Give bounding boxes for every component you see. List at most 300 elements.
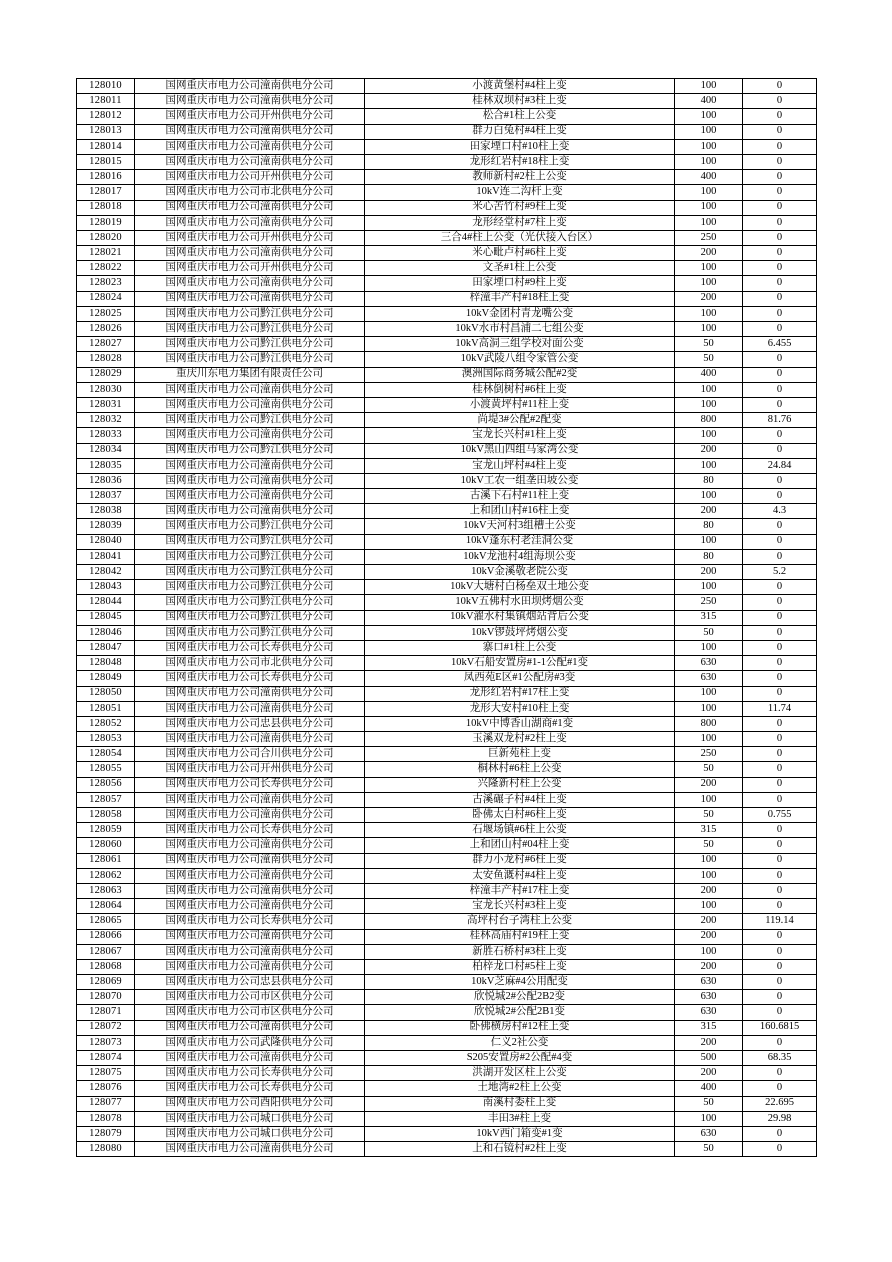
table-row [77, 777, 817, 792]
cell-id: 128057 [77, 792, 135, 807]
cell-name: 巨新苑柱上变 [365, 747, 675, 762]
cell-value: 0 [743, 397, 817, 412]
cell-name: 仁义2社公变 [365, 1035, 675, 1050]
cell-value: 11.74 [743, 701, 817, 716]
cell-value: 0 [743, 595, 817, 610]
cell-org: 国网重庆市电力公司城口供电分公司 [135, 1126, 365, 1141]
cell-capacity: 630 [675, 975, 743, 990]
cell-value: 0 [743, 975, 817, 990]
cell-org: 国网重庆市电力公司长寿供电分公司 [135, 823, 365, 838]
cell-name: 龙形红岩村#18柱上变 [365, 154, 675, 169]
cell-id: 128043 [77, 580, 135, 595]
cell-org: 国网重庆市电力公司合川供电分公司 [135, 747, 365, 762]
cell-name: 10kV五佛村水田坝烤烟公变 [365, 595, 675, 610]
cell-name: 上和团山村#16柱上变 [365, 504, 675, 519]
cell-id: 128031 [77, 397, 135, 412]
table-row [77, 185, 817, 200]
cell-value: 29.98 [743, 1111, 817, 1126]
cell-value: 0 [743, 549, 817, 564]
cell-name: 10kV金溪敬老院公变 [365, 565, 675, 580]
cell-value: 0 [743, 610, 817, 625]
cell-capacity: 100 [675, 1111, 743, 1126]
cell-org: 国网重庆市电力公司黔江供电分公司 [135, 322, 365, 337]
cell-value: 119.14 [743, 914, 817, 929]
cell-id: 128011 [77, 94, 135, 109]
cell-org: 国网重庆市电力公司黔江供电分公司 [135, 580, 365, 595]
cell-value: 0 [743, 853, 817, 868]
cell-name: 古溪碾子村#4柱上变 [365, 792, 675, 807]
table-row [77, 458, 817, 473]
table-row [77, 595, 817, 610]
cell-capacity: 200 [675, 959, 743, 974]
cell-value: 0 [743, 580, 817, 595]
cell-capacity: 400 [675, 1081, 743, 1096]
table-row [77, 94, 817, 109]
table-row [77, 534, 817, 549]
cell-org: 国网重庆市电力公司潼南供电分公司 [135, 883, 365, 898]
cell-capacity: 100 [675, 261, 743, 276]
cell-value: 0 [743, 990, 817, 1005]
table-row [77, 762, 817, 777]
cell-id: 128044 [77, 595, 135, 610]
cell-capacity: 250 [675, 747, 743, 762]
cell-capacity: 100 [675, 139, 743, 154]
table-row [77, 883, 817, 898]
cell-value: 160.6815 [743, 1020, 817, 1035]
cell-org: 国网重庆市电力公司市北供电分公司 [135, 656, 365, 671]
cell-org: 国网重庆市电力公司潼南供电分公司 [135, 686, 365, 701]
cell-id: 128021 [77, 246, 135, 261]
cell-id: 128064 [77, 899, 135, 914]
cell-name: 10kV天河村3组槽土公变 [365, 519, 675, 534]
cell-name: 桂林高庙村#19柱上变 [365, 929, 675, 944]
cell-capacity: 50 [675, 838, 743, 853]
cell-id: 128018 [77, 200, 135, 215]
cell-id: 128063 [77, 883, 135, 898]
cell-org: 国网重庆市电力公司潼南供电分公司 [135, 428, 365, 443]
cell-capacity: 100 [675, 853, 743, 868]
table-row [77, 261, 817, 276]
cell-id: 128040 [77, 534, 135, 549]
cell-org: 国网重庆市电力公司长寿供电分公司 [135, 777, 365, 792]
cell-org: 国网重庆市电力公司潼南供电分公司 [135, 701, 365, 716]
cell-name: 上和团山村#04柱上变 [365, 838, 675, 853]
table-row [77, 1035, 817, 1050]
cell-capacity: 200 [675, 565, 743, 580]
table-row [77, 580, 817, 595]
cell-org: 国网重庆市电力公司黔江供电分公司 [135, 595, 365, 610]
table-row [77, 1051, 817, 1066]
cell-value: 0 [743, 291, 817, 306]
cell-capacity: 100 [675, 792, 743, 807]
cell-capacity: 50 [675, 808, 743, 823]
table-row [77, 1142, 817, 1157]
cell-org: 国网重庆市电力公司潼南供电分公司 [135, 215, 365, 230]
table-row [77, 215, 817, 230]
cell-org: 国网重庆市电力公司黔江供电分公司 [135, 443, 365, 458]
cell-name: 10kV高洞三组学校对面公变 [365, 337, 675, 352]
cell-id: 128046 [77, 625, 135, 640]
table-row [77, 1096, 817, 1111]
cell-name: 10kV中博香山湖商#1变 [365, 716, 675, 731]
cell-name: 10kV蓬东村老洼洞公变 [365, 534, 675, 549]
cell-value: 0 [743, 352, 817, 367]
table-row [77, 473, 817, 488]
cell-name: 教师新村#2柱上公变 [365, 170, 675, 185]
cell-value: 0 [743, 154, 817, 169]
cell-value: 0 [743, 625, 817, 640]
cell-org: 国网重庆市电力公司开州供电分公司 [135, 230, 365, 245]
table-row [77, 306, 817, 321]
cell-name: 10kV濯水村集镇烟站背后公变 [365, 610, 675, 625]
cell-value: 0 [743, 929, 817, 944]
cell-value: 0 [743, 124, 817, 139]
table-row [77, 716, 817, 731]
cell-capacity: 100 [675, 215, 743, 230]
cell-value: 0 [743, 762, 817, 777]
cell-org: 国网重庆市电力公司开州供电分公司 [135, 109, 365, 124]
cell-name: 三合4#柱上公变（光伏接入台区） [365, 230, 675, 245]
cell-capacity: 100 [675, 322, 743, 337]
cell-value: 0 [743, 1066, 817, 1081]
cell-org: 国网重庆市电力公司潼南供电分公司 [135, 1020, 365, 1035]
cell-org: 国网重庆市电力公司潼南供电分公司 [135, 1051, 365, 1066]
cell-capacity: 100 [675, 640, 743, 655]
cell-org: 国网重庆市电力公司潼南供电分公司 [135, 154, 365, 169]
cell-org: 国网重庆市电力公司黔江供电分公司 [135, 625, 365, 640]
cell-id: 128050 [77, 686, 135, 701]
cell-name: 太安鱼溉村#4柱上变 [365, 868, 675, 883]
cell-org: 国网重庆市电力公司潼南供电分公司 [135, 291, 365, 306]
cell-name: 宝龙长兴村#3柱上变 [365, 899, 675, 914]
cell-id: 128017 [77, 185, 135, 200]
cell-id: 128025 [77, 306, 135, 321]
cell-id: 128059 [77, 823, 135, 838]
cell-value: 0 [743, 1126, 817, 1141]
cell-id: 128037 [77, 489, 135, 504]
table-row [77, 656, 817, 671]
cell-value: 4.3 [743, 504, 817, 519]
table-row [77, 868, 817, 883]
cell-value: 0 [743, 94, 817, 109]
cell-org: 国网重庆市电力公司开州供电分公司 [135, 170, 365, 185]
table-row [77, 975, 817, 990]
cell-value: 0 [743, 899, 817, 914]
cell-id: 128052 [77, 716, 135, 731]
cell-org: 国网重庆市电力公司城口供电分公司 [135, 1111, 365, 1126]
cell-name: 新胜石桥村#3柱上变 [365, 944, 675, 959]
table-row [77, 823, 817, 838]
table-row [77, 504, 817, 519]
cell-value: 0 [743, 868, 817, 883]
cell-id: 128034 [77, 443, 135, 458]
cell-id: 128042 [77, 565, 135, 580]
cell-org: 国网重庆市电力公司潼南供电分公司 [135, 853, 365, 868]
cell-org: 国网重庆市电力公司潼南供电分公司 [135, 929, 365, 944]
table-row [77, 914, 817, 929]
cell-capacity: 400 [675, 170, 743, 185]
table-row [77, 397, 817, 412]
cell-name: 南溪村委柱上变 [365, 1096, 675, 1111]
table-row [77, 853, 817, 868]
cell-value: 0 [743, 1142, 817, 1157]
cell-value: 0 [743, 276, 817, 291]
cell-id: 128054 [77, 747, 135, 762]
cell-value: 0 [743, 428, 817, 443]
cell-org: 国网重庆市电力公司潼南供电分公司 [135, 382, 365, 397]
cell-value: 0 [743, 185, 817, 200]
cell-capacity: 100 [675, 382, 743, 397]
cell-value: 0.755 [743, 808, 817, 823]
cell-capacity: 100 [675, 109, 743, 124]
cell-id: 128029 [77, 367, 135, 382]
cell-id: 128024 [77, 291, 135, 306]
table-row [77, 109, 817, 124]
cell-org: 国网重庆市电力公司黔江供电分公司 [135, 337, 365, 352]
cell-name: 欣悦城2#公配2B2变 [365, 990, 675, 1005]
cell-id: 128053 [77, 732, 135, 747]
table-row [77, 929, 817, 944]
cell-capacity: 200 [675, 929, 743, 944]
table-row [77, 291, 817, 306]
cell-org: 国网重庆市电力公司长寿供电分公司 [135, 914, 365, 929]
cell-name: 尚堤3#公配#2配变 [365, 413, 675, 428]
cell-name: 10kV水市村昌浦二七组公变 [365, 322, 675, 337]
cell-capacity: 100 [675, 200, 743, 215]
cell-id: 128022 [77, 261, 135, 276]
cell-id: 128051 [77, 701, 135, 716]
cell-value: 22.695 [743, 1096, 817, 1111]
cell-org: 国网重庆市电力公司潼南供电分公司 [135, 139, 365, 154]
cell-id: 128067 [77, 944, 135, 959]
cell-capacity: 200 [675, 291, 743, 306]
cell-capacity: 400 [675, 367, 743, 382]
table-row [77, 79, 817, 94]
cell-id: 128072 [77, 1020, 135, 1035]
cell-org: 国网重庆市电力公司市区供电分公司 [135, 990, 365, 1005]
cell-name: 梓潼丰产村#17柱上变 [365, 883, 675, 898]
cell-capacity: 100 [675, 580, 743, 595]
cell-value: 0 [743, 747, 817, 762]
cell-value: 0 [743, 1035, 817, 1050]
cell-capacity: 100 [675, 944, 743, 959]
cell-value: 0 [743, 1081, 817, 1096]
cell-name: 10kV工农一组垄田坡公变 [365, 473, 675, 488]
cell-capacity: 250 [675, 230, 743, 245]
cell-capacity: 630 [675, 1005, 743, 1020]
cell-name: 10kV芝麻#4公用配变 [365, 975, 675, 990]
cell-org: 国网重庆市电力公司长寿供电分公司 [135, 640, 365, 655]
cell-value: 0 [743, 732, 817, 747]
cell-org: 国网重庆市电力公司长寿供电分公司 [135, 1081, 365, 1096]
cell-capacity: 400 [675, 94, 743, 109]
cell-name: 田家堙口村#10柱上变 [365, 139, 675, 154]
cell-id: 128049 [77, 671, 135, 686]
cell-capacity: 800 [675, 413, 743, 428]
cell-org: 国网重庆市电力公司长寿供电分公司 [135, 671, 365, 686]
cell-name: 米心苦竹村#9柱上变 [365, 200, 675, 215]
cell-capacity: 200 [675, 1066, 743, 1081]
cell-name: 米心毗卢村#6柱上变 [365, 246, 675, 261]
cell-capacity: 200 [675, 883, 743, 898]
cell-capacity: 200 [675, 443, 743, 458]
cell-id: 128071 [77, 1005, 135, 1020]
table-row [77, 1126, 817, 1141]
cell-name: 柏梓龙口村#5柱上变 [365, 959, 675, 974]
cell-id: 128069 [77, 975, 135, 990]
cell-value: 0 [743, 656, 817, 671]
cell-id: 128019 [77, 215, 135, 230]
cell-value: 0 [743, 109, 817, 124]
cell-id: 128065 [77, 914, 135, 929]
cell-name: 土地湾#2柱上公变 [365, 1081, 675, 1096]
cell-name: 洪湖开发区柱上公变 [365, 1066, 675, 1081]
cell-id: 128013 [77, 124, 135, 139]
cell-id: 128020 [77, 230, 135, 245]
cell-org: 国网重庆市电力公司潼南供电分公司 [135, 792, 365, 807]
cell-org: 国网重庆市电力公司潼南供电分公司 [135, 944, 365, 959]
table-row [77, 519, 817, 534]
table-row [77, 808, 817, 823]
cell-id: 128032 [77, 413, 135, 428]
cell-capacity: 100 [675, 276, 743, 291]
cell-id: 128076 [77, 1081, 135, 1096]
cell-value: 0 [743, 671, 817, 686]
cell-capacity: 200 [675, 914, 743, 929]
cell-org: 国网重庆市电力公司长寿供电分公司 [135, 1066, 365, 1081]
cell-value: 5.2 [743, 565, 817, 580]
cell-name: 卧佛太白村#6柱上变 [365, 808, 675, 823]
cell-id: 128075 [77, 1066, 135, 1081]
table-row [77, 154, 817, 169]
table-row [77, 322, 817, 337]
cell-id: 128068 [77, 959, 135, 974]
table-row [77, 944, 817, 959]
cell-value: 0 [743, 489, 817, 504]
cell-value: 0 [743, 382, 817, 397]
cell-name: 10kV锣鼓坪烤烟公变 [365, 625, 675, 640]
cell-id: 128060 [77, 838, 135, 853]
cell-id: 128026 [77, 322, 135, 337]
table-row [77, 1066, 817, 1081]
table-body [77, 79, 817, 1157]
table-row [77, 640, 817, 655]
cell-id: 128070 [77, 990, 135, 1005]
table-row [77, 1020, 817, 1035]
cell-capacity: 100 [675, 458, 743, 473]
cell-org: 国网重庆市电力公司武隆供电分公司 [135, 1035, 365, 1050]
cell-capacity: 500 [675, 1051, 743, 1066]
table-row [77, 230, 817, 245]
cell-org: 国网重庆市电力公司潼南供电分公司 [135, 94, 365, 109]
cell-id: 128039 [77, 519, 135, 534]
cell-capacity: 630 [675, 1126, 743, 1141]
cell-value: 0 [743, 883, 817, 898]
cell-id: 128012 [77, 109, 135, 124]
cell-id: 128047 [77, 640, 135, 655]
cell-org: 国网重庆市电力公司潼南供电分公司 [135, 838, 365, 853]
cell-value: 0 [743, 1005, 817, 1020]
table-row [77, 747, 817, 762]
cell-name: 桂林双坝村#3柱上变 [365, 94, 675, 109]
table-row [77, 792, 817, 807]
cell-value: 81.76 [743, 413, 817, 428]
cell-id: 128073 [77, 1035, 135, 1050]
cell-org: 国网重庆市电力公司忠县供电分公司 [135, 975, 365, 990]
cell-name: 梓潼丰产村#18柱上变 [365, 291, 675, 306]
cell-org: 国网重庆市电力公司潼南供电分公司 [135, 124, 365, 139]
cell-capacity: 100 [675, 306, 743, 321]
cell-name: 龙形红岩村#17柱上变 [365, 686, 675, 701]
cell-org: 国网重庆市电力公司酉阳供电分公司 [135, 1096, 365, 1111]
cell-value: 0 [743, 716, 817, 731]
table-row [77, 701, 817, 716]
table-row [77, 352, 817, 367]
cell-capacity: 100 [675, 185, 743, 200]
cell-org: 国网重庆市电力公司潼南供电分公司 [135, 79, 365, 94]
cell-org: 国网重庆市电力公司黔江供电分公司 [135, 610, 365, 625]
table-row [77, 990, 817, 1005]
cell-capacity: 50 [675, 352, 743, 367]
cell-name: 龙形经堂村#7柱上变 [365, 215, 675, 230]
cell-id: 128074 [77, 1051, 135, 1066]
cell-capacity: 80 [675, 549, 743, 564]
cell-name: 10kV龙池村4组海坝公变 [365, 549, 675, 564]
cell-value: 0 [743, 640, 817, 655]
cell-capacity: 200 [675, 777, 743, 792]
table-row [77, 838, 817, 853]
table-row [77, 428, 817, 443]
table-row [77, 443, 817, 458]
cell-name: 寨口#1柱上公变 [365, 640, 675, 655]
cell-name: 澳洲国际商务城公配#2变 [365, 367, 675, 382]
cell-capacity: 100 [675, 428, 743, 443]
table-row [77, 139, 817, 154]
table-row [77, 489, 817, 504]
cell-id: 128035 [77, 458, 135, 473]
cell-name: 小渡黄坪村#11柱上变 [365, 397, 675, 412]
cell-id: 128080 [77, 1142, 135, 1157]
cell-org: 国网重庆市电力公司潼南供电分公司 [135, 732, 365, 747]
cell-capacity: 315 [675, 1020, 743, 1035]
cell-capacity: 315 [675, 823, 743, 838]
cell-id: 128077 [77, 1096, 135, 1111]
cell-id: 128027 [77, 337, 135, 352]
cell-value: 0 [743, 443, 817, 458]
cell-capacity: 200 [675, 1035, 743, 1050]
cell-value: 0 [743, 246, 817, 261]
cell-capacity: 100 [675, 868, 743, 883]
cell-name: 群力小龙村#6柱上变 [365, 853, 675, 868]
cell-value: 0 [743, 473, 817, 488]
cell-id: 128023 [77, 276, 135, 291]
cell-capacity: 630 [675, 990, 743, 1005]
cell-capacity: 80 [675, 519, 743, 534]
cell-org: 国网重庆市电力公司开州供电分公司 [135, 762, 365, 777]
cell-id: 128028 [77, 352, 135, 367]
cell-capacity: 100 [675, 899, 743, 914]
table-row [77, 124, 817, 139]
cell-name: 10kV武陵八组令家管公变 [365, 352, 675, 367]
cell-org: 国网重庆市电力公司黔江供电分公司 [135, 519, 365, 534]
cell-org: 国网重庆市电力公司潼南供电分公司 [135, 397, 365, 412]
table-row [77, 610, 817, 625]
cell-org: 国网重庆市电力公司黔江供电分公司 [135, 534, 365, 549]
cell-name: 卧佛横房村#12柱上变 [365, 1020, 675, 1035]
cell-capacity: 200 [675, 246, 743, 261]
cell-org: 国网重庆市电力公司潼南供电分公司 [135, 246, 365, 261]
cell-id: 128010 [77, 79, 135, 94]
